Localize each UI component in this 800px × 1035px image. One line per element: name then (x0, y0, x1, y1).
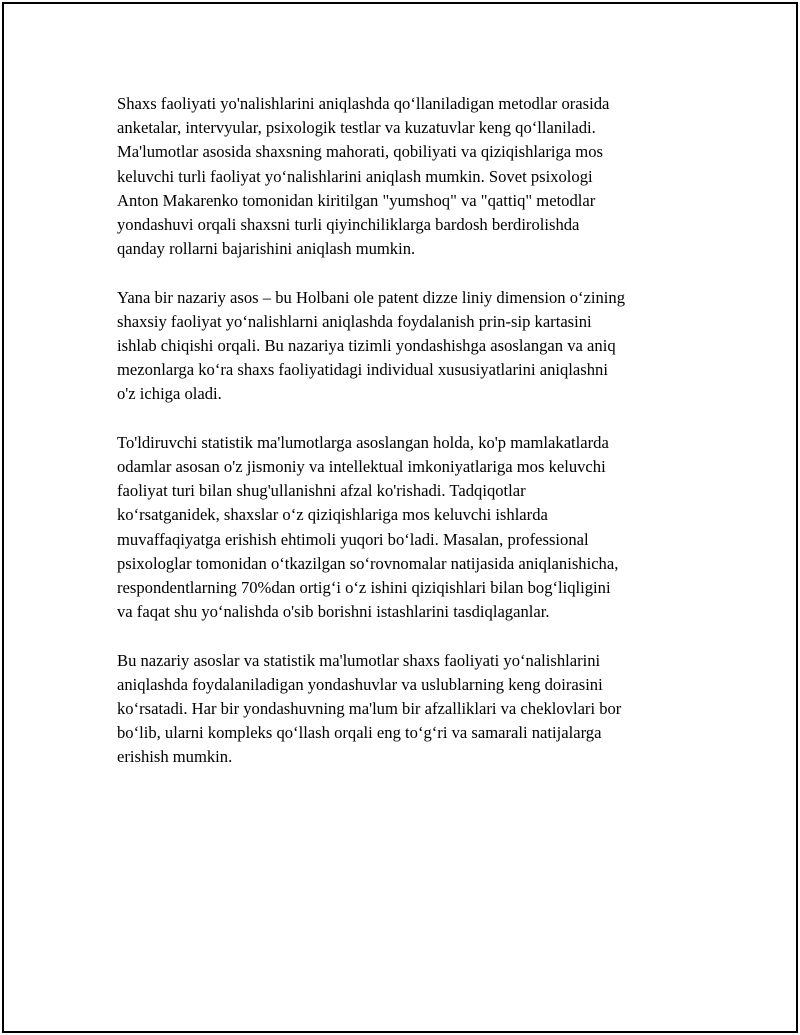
text-line: Shaxs faoliyati yo'nalishlarini aniqlashda qo‘llaniladigan metodlar orasida (117, 94, 610, 113)
text-line: Ma'lumotlar asosida shaxsning mahorati, qobiliyati va qiziqishlariga mos (117, 142, 603, 162)
text-line: muvaffaqiyatga erishish ehtimoli yuqori bo‘ladi. Masalan, professional (117, 529, 589, 549)
text-line: shaxsiy faoliyat yo‘nalishlarni aniqlashda foydalanish prin-sip kartasini (117, 311, 592, 331)
text-line: erishish mumkin. (117, 747, 233, 767)
text-line: aniqlashda foydalaniladigan yondashuvlar va uslublarning keng doirasini (117, 674, 603, 694)
paragraph-3 (117, 431, 707, 625)
text-line: keluvchi turli faoliyat yo‘nalishlarini aniqlash mumkin. Sovet psixologi (117, 166, 593, 186)
paragraph-1 (117, 92, 707, 261)
paragraph-4 (117, 649, 707, 770)
text-line: Anton Makarenko tomonidan kiritilgan "yumshoq" va "qattiq" metodlar (117, 190, 596, 210)
text-line: ko‘rsatganidek, shaxslar o‘z qiziqishlariga mos keluvchi ishlarda (117, 505, 548, 525)
text-line: bo‘lib, ularni kompleks qo‘llash orqali eng to‘g‘ri va samarali natijalarga (117, 723, 602, 743)
text-line: o'z ichiga oladi. (117, 384, 222, 404)
text-line: psixologlar tomonidan o‘tkazilgan so‘rovnomalar natijasida aniqlanishicha, (117, 553, 619, 573)
text-line: ko‘rsatadi. Har bir yondashuvning ma'lum bir afzalliklari va cheklovlari bor (117, 699, 622, 719)
text-line: odamlar asosan o'z jismoniy va intellektual imkoniyatlariga mos keluvchi (117, 457, 606, 477)
text-line: va faqat shu yo‘nalishda o'sib borishni istashlarini tasdiqlaganlar. (117, 602, 550, 622)
text-line: Yana bir nazariy asos – bu Holbani ole patent dizze liniy dimension o‘zining (117, 287, 625, 307)
text-line: mezonlarga ko‘ra shaxs faoliyatidagi individual xususiyatlarini aniqlashni (117, 360, 608, 380)
text-line: respondentlarning 70%dan ortig‘i o‘z ishini qiziqishlari bilan bog‘liqligini (117, 578, 611, 598)
text-line: yondashuvi orqali shaxsni turli qiyinchiliklarga bardosh berdirolishda (117, 215, 580, 235)
text-line: To'ldiruvchi statistik ma'lumotlarga asoslangan holda, ko'p mamlakatlarda (117, 432, 609, 452)
text-line: qanday rollarni bajarishini aniqlash mumkin. (117, 239, 416, 259)
text-line: faoliyat turi bilan shug'ullanishni afzal ko'rishadi. Tadqiqotlar (117, 481, 526, 501)
text-line: Bu nazariy asoslar va statistik ma'lumotlar shaxs faoliyati yo‘nalishlarini (117, 650, 601, 670)
text-line: anketalar, intervyular, psixologik testlar va kuzatuvlar keng qo‘llaniladi. (117, 118, 596, 138)
document-body (117, 92, 707, 794)
paragraph-2 (117, 286, 707, 407)
text-line: ishlab chiqishi orqali. Bu nazariya tizimli yondashishga asoslangan va aniq (117, 336, 616, 356)
